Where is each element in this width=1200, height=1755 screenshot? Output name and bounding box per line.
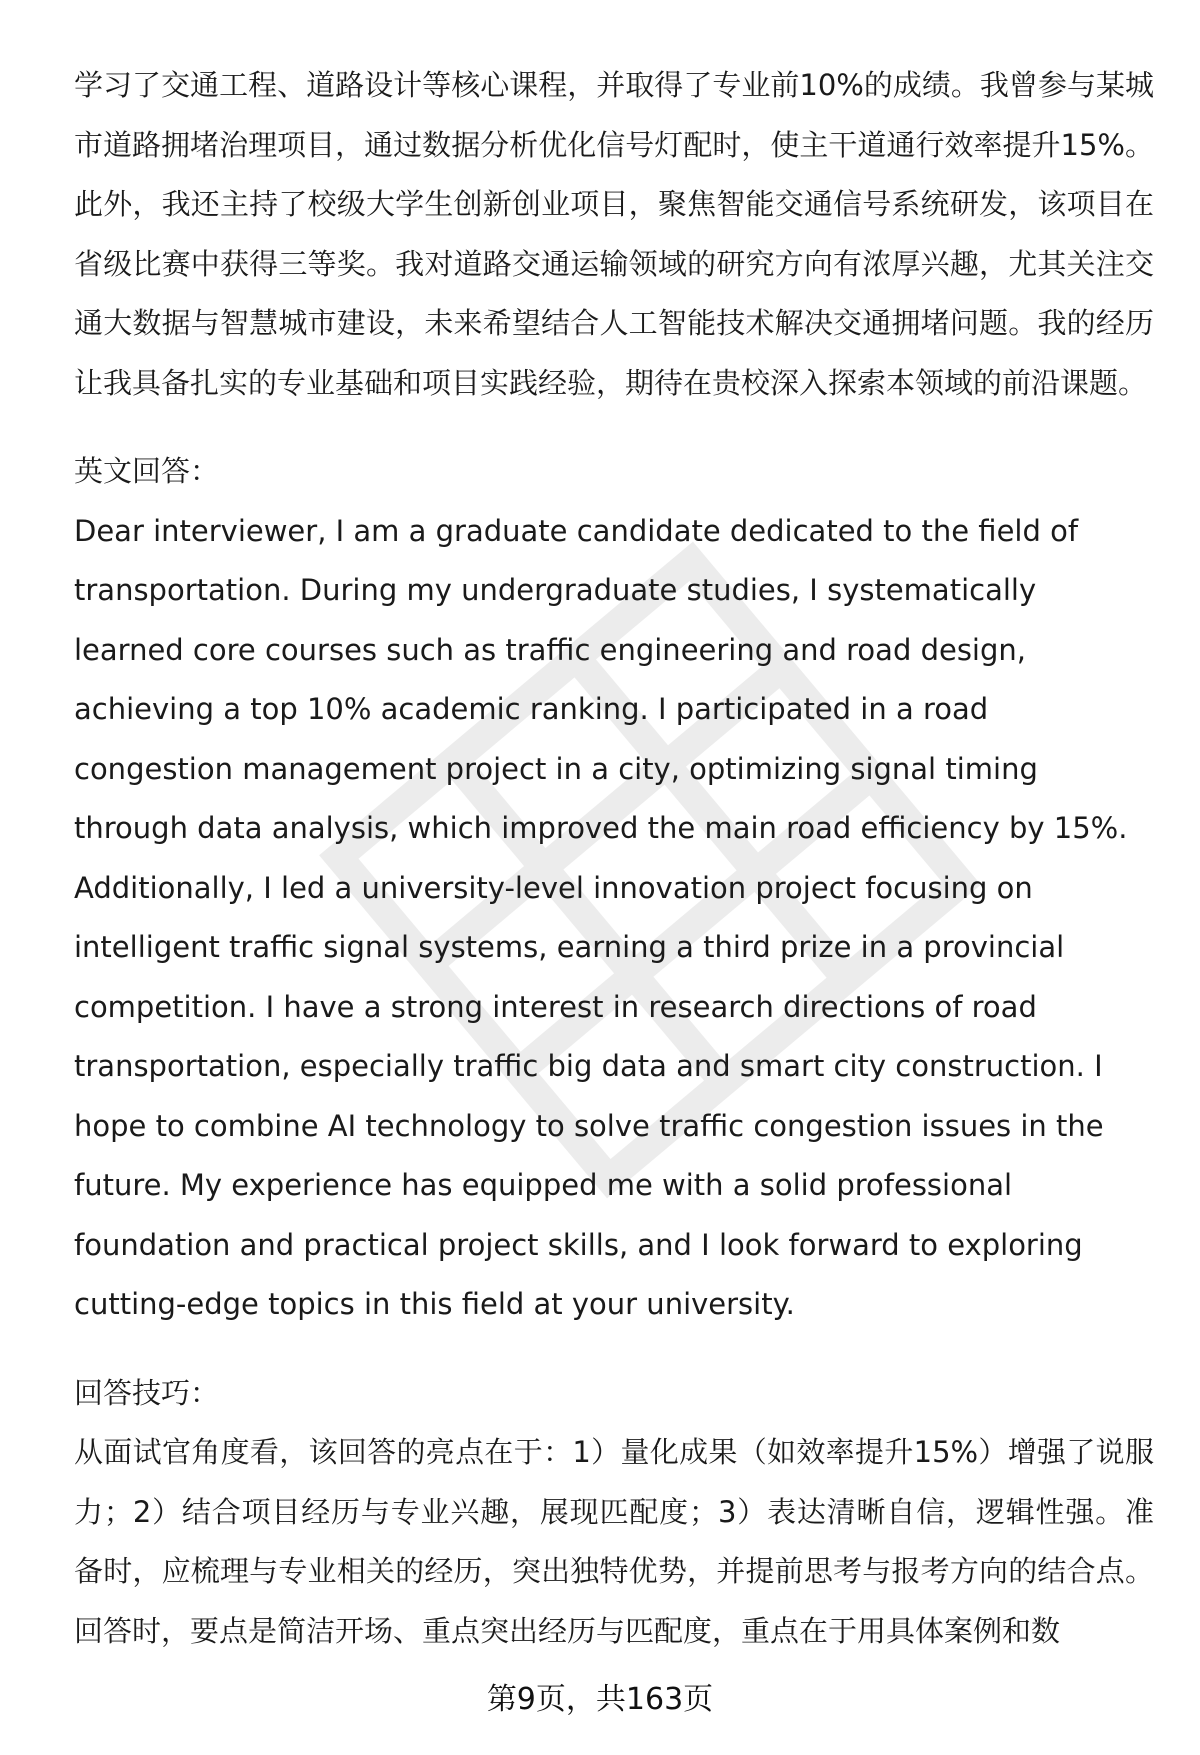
tips-paragraph: 从面试官角度看，该回答的亮点在于：1）量化成果（如效率提升15%）增强了说服力；2）结合项目经历与专业兴趣，展现匹配度；3）表达清晰自信，逻辑性强。准备时，应梳理与专业相关的经历，突出独特优势，并提前思考与报考方向的结合点。回答时，要点是简洁开场、重点突出经历与匹配度，重点在于用具体案例和数 (74, 1435, 1154, 1648)
english-answer-paragraph: Dear interviewer, I am a graduate candidate dedicated to the field of transportation. During my undergraduate studies, I systematically learned core courses such as traffic engineering and road design, achieving a top 10% academic ranking. I participated in a road congestion management project in a city, optimizing signal timing through data analysis, which improved the main road efficiency by 15%. Additionally, I led a university-level innovation project focusing on intelligent traffic signal systems, earning a third prize in a provincial competition. I have a strong interest in research directions of road transportation, especially traffic big data and smart city construction. I hope to combine AI technology to solve traffic congestion issues in the future. My experience has equipped me with a solid professional foundation and practical project skills, and I look forward to exploring cutting-edge topics in this field at your university. (74, 513, 1128, 1321)
english-answer-label: 英文回答： (74, 454, 220, 488)
page-footer: 第9页，共163页 (486, 1682, 714, 1717)
document-page (74, 56, 1154, 1661)
intro-paragraph: 学习了交通工程、道路设计等核心课程，并取得了专业前10%的成绩。我曾参与某城市道路拥堵治理项目，通过数据分析优化信号灯配时，使主干道通行效率提升15%。此外，我还主持了校级大学生创新创业项目，聚焦智能交通信号系统研发，该项目在省级比赛中获得三等奖。我对道路交通运输领域的研究方向有浓厚兴趣，尤其关注交通大数据与智慧城市建设，未来希望结合人工智能技术解决交通拥堵问题。我的经历让我具备扎实的专业基础和项目实践经验，期待在贵校深入探索本领域的前沿课题。 (74, 68, 1154, 400)
tips-label: 回答技巧： (74, 1375, 220, 1410)
